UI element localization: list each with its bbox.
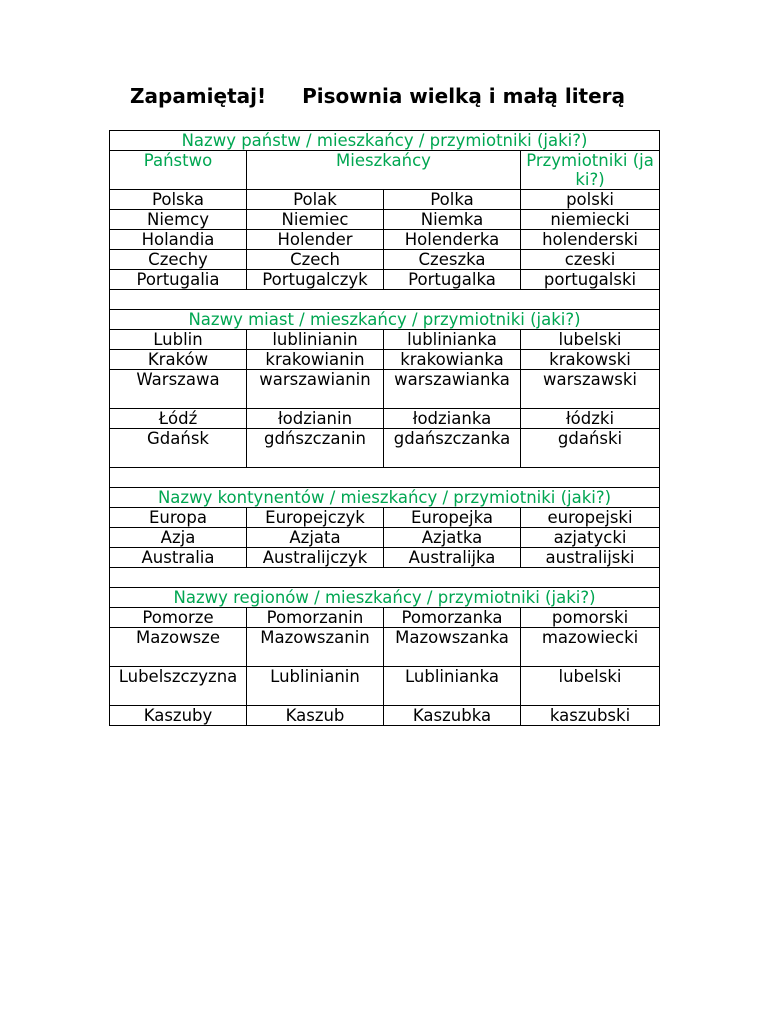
table-cell: Pomorzanka — [384, 608, 521, 628]
table-cell: Azja — [110, 528, 247, 548]
subheader-country: Państwo — [110, 151, 247, 190]
section-heading-row — [110, 310, 660, 330]
table-cell: Czechy — [110, 250, 247, 270]
title-remember: Zapamiętaj! — [130, 84, 267, 108]
table-cell: łodzianin — [247, 409, 384, 429]
page-title — [130, 84, 690, 108]
table-cell: lubelski — [521, 667, 660, 706]
table-row — [110, 667, 660, 706]
table-cell: polski — [521, 190, 660, 210]
table-cell: Czech — [247, 250, 384, 270]
table-cell: niemiecki — [521, 210, 660, 230]
table-cell: Niemka — [384, 210, 521, 230]
table-cell: Holenderka — [384, 230, 521, 250]
section-heading-countries: Nazwy państw / mieszkańcy / przymiotniki (jaki?) — [110, 131, 660, 151]
section-heading-regions: Nazwy regionów / mieszkańcy / przymiotniki (jaki?) — [110, 588, 660, 608]
table-row — [110, 528, 660, 548]
table-cell: Holandia — [110, 230, 247, 250]
table-cell: Mazowszanin — [247, 628, 384, 667]
subheader-adjectives: Przymiotniki (jaki?) — [521, 151, 660, 190]
table-cell: krakowianka — [384, 350, 521, 370]
table-cell: Mazowszanka — [384, 628, 521, 667]
table-cell: Pomorzanin — [247, 608, 384, 628]
table-cell: Azjatka — [384, 528, 521, 548]
table-cell: Australijczyk — [247, 548, 384, 568]
table-cell: portugalski — [521, 270, 660, 290]
table-cell: Lublinianin — [247, 667, 384, 706]
spacer-cell — [110, 568, 660, 588]
table-row — [110, 270, 660, 290]
table-cell: warszawski — [521, 370, 660, 409]
table-cell: Polak — [247, 190, 384, 210]
table-cell: warszawianka — [384, 370, 521, 409]
table-cell: australijski — [521, 548, 660, 568]
table-cell: Kraków — [110, 350, 247, 370]
table-row — [110, 548, 660, 568]
table-cell: Mazowsze — [110, 628, 247, 667]
table-cell: Lubelszczyzna — [110, 667, 247, 706]
table-cell: Kaszubka — [384, 706, 521, 726]
title-topic: Pisownia wielką i małą literą — [302, 84, 626, 108]
table-cell: lubelski — [521, 330, 660, 350]
table-cell: azjatycki — [521, 528, 660, 548]
table-row — [110, 230, 660, 250]
table-row — [110, 608, 660, 628]
spacer-cell — [110, 468, 660, 488]
table-row — [110, 508, 660, 528]
table-cell: Australia — [110, 548, 247, 568]
table-cell: Lublinianka — [384, 667, 521, 706]
table-cell: pomorski — [521, 608, 660, 628]
table-cell: lublinianin — [247, 330, 384, 350]
subheader-row — [110, 151, 660, 190]
table-row — [110, 628, 660, 667]
section-heading-cities: Nazwy miast / mieszkańcy / przymiotniki (jaki?) — [110, 310, 660, 330]
table-cell: Polska — [110, 190, 247, 210]
table-cell: krakowianin — [247, 350, 384, 370]
spelling-table — [109, 130, 660, 726]
table-cell: Europejka — [384, 508, 521, 528]
table-cell: czeski — [521, 250, 660, 270]
subheader-inhabitants: Mieszkańcy — [247, 151, 521, 190]
table-cell: Holender — [247, 230, 384, 250]
table-cell: Kaszub — [247, 706, 384, 726]
section-heading-continents: Nazwy kontynentów / mieszkańcy / przymiotniki (jaki?) — [110, 488, 660, 508]
table-cell: Europa — [110, 508, 247, 528]
spacer-row — [110, 568, 660, 588]
spacer-cell — [110, 290, 660, 310]
table-cell: Portugalia — [110, 270, 247, 290]
table-cell: Pomorze — [110, 608, 247, 628]
table-cell: kaszubski — [521, 706, 660, 726]
table-row — [110, 429, 660, 468]
table-row — [110, 409, 660, 429]
table-cell: Europejczyk — [247, 508, 384, 528]
section-heading-row — [110, 588, 660, 608]
table-cell: Australijka — [384, 548, 521, 568]
table-cell: gdański — [521, 429, 660, 468]
table-cell: Gdańsk — [110, 429, 247, 468]
section-heading-row — [110, 131, 660, 151]
table-row — [110, 706, 660, 726]
table-row — [110, 210, 660, 230]
table-cell: Azjata — [247, 528, 384, 548]
table-cell: Polka — [384, 190, 521, 210]
table-cell: Niemcy — [110, 210, 247, 230]
table-cell: Lublin — [110, 330, 247, 350]
table-cell: gdańszczanka — [384, 429, 521, 468]
table-row — [110, 330, 660, 350]
table-cell: europejski — [521, 508, 660, 528]
table-cell: Portugalka — [384, 270, 521, 290]
table-cell: Kaszuby — [110, 706, 247, 726]
table-cell: krakowski — [521, 350, 660, 370]
table-cell: holenderski — [521, 230, 660, 250]
table-cell: mazowiecki — [521, 628, 660, 667]
table-cell: łódzki — [521, 409, 660, 429]
table-row — [110, 190, 660, 210]
table-cell: lublinianka — [384, 330, 521, 350]
table-cell: Warszawa — [110, 370, 247, 409]
table-row — [110, 370, 660, 409]
table-cell: Portugalczyk — [247, 270, 384, 290]
table-cell: warszawianin — [247, 370, 384, 409]
table-cell: gdńszczanin — [247, 429, 384, 468]
table-cell: Łódź — [110, 409, 247, 429]
table-row — [110, 250, 660, 270]
section-heading-row — [110, 488, 660, 508]
table-cell: łodzianka — [384, 409, 521, 429]
table-row — [110, 350, 660, 370]
spacer-row — [110, 290, 660, 310]
spacer-row — [110, 468, 660, 488]
table-cell: Czeszka — [384, 250, 521, 270]
table-cell: Niemiec — [247, 210, 384, 230]
